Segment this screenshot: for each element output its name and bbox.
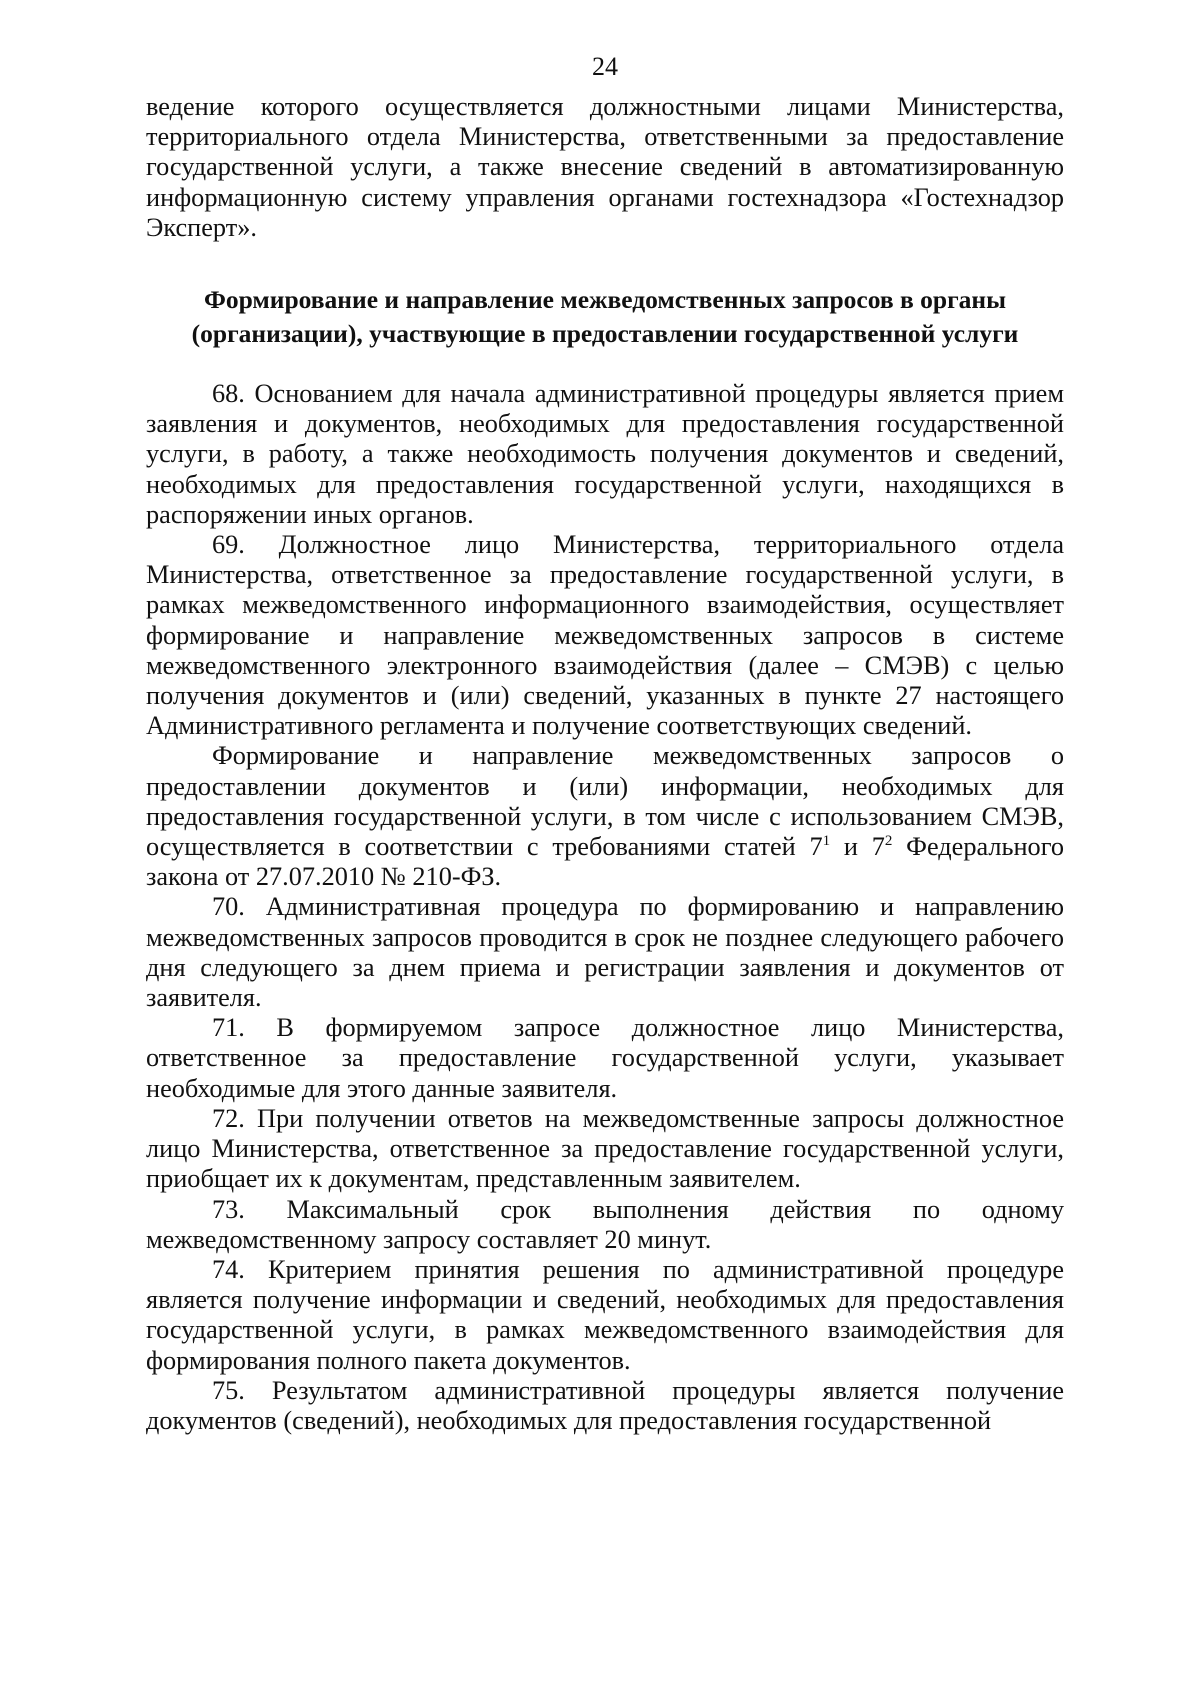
paragraph-69: 69. Должностное лицо Министерства, территориального отдела Министерства, ответственное за предоставление государственной услуги, в рамках межведомственного информационного взаимодействия, осуществляет формирование и направление межведомственных запросов в системе межведомственного электронного взаимодействия (далее – СМЭВ) с целью получения документов и (или) сведений, указанных в пункте 27 настоящего Административного регламента и получение соответствующих сведений. bbox=[146, 530, 1064, 741]
paragraph-69-continued-text: Формирование и направление межведомственных запросов о предоставлении документов и (или) информации, необходимых для предоставления государственной услуги, в том числе с использованием СМЭВ, осуществляется в соответствии с требованиями статей 7 bbox=[146, 741, 1064, 862]
paragraph-73: 73. Максимальный срок выполнения действия по одному межведомственному запросу составляет 20 минут. bbox=[146, 1194, 1064, 1254]
paragraph-68: 68. Основанием для начала административной процедуры является прием заявления и документов, необходимых для предоставления государственной услуги, в работу, а также необходимость получения документов и сведений, необходимых для предоставления государственной услуги, находящихся в распоряжении иных органов. bbox=[146, 379, 1064, 529]
superscript-2: 2 bbox=[884, 833, 893, 850]
paragraph-69-continued-end: Федерального закона от 27.07.2010 № 210-ФЗ. bbox=[146, 832, 1064, 892]
paragraph-72: 72. При получении ответов на межведомственные запросы должностное лицо Министерства, ответственное за предоставление государственной услуги, приобщает их к документам, представленным заявителем. bbox=[146, 1103, 1064, 1194]
section-heading-line-2: (организации), участвующие в предоставлении государственной услуги bbox=[191, 319, 1019, 349]
paragraph-69-continued-mid: и 7 bbox=[830, 832, 885, 862]
section-heading bbox=[146, 283, 1064, 351]
paragraph-69-continued bbox=[146, 741, 1064, 892]
paragraph-74: 74. Критерием принятия решения по административной процедуре является получение информации и сведений, необходимых для предоставления государственной услуги, в рамках межведомственного взаимодействия для формирования полного пакета документов. bbox=[146, 1254, 1064, 1375]
paragraph-70: 70. Административная процедура по формированию и направлению межведомственных запросов проводится в срок не позднее следующего рабочего дня следующего за днем приема и регистрации заявления и документов от заявителя. bbox=[146, 892, 1064, 1013]
section-heading-line-1: Формирование и направление межведомственных запросов в органы bbox=[203, 285, 1007, 315]
continuation-paragraph: ведение которого осуществляется должностными лицами Министерства, территориального отдела Министерства, ответственными за предоставление государственной услуги, а также внесение сведений в автоматизированную информационную систему управления органами гостехнадзора «Гостехнадзор Эксперт». bbox=[146, 92, 1064, 242]
paragraph-71: 71. В формируемом запросе должностное лицо Министерства, ответственное за предоставление государственной услуги, указывает необходимые для этого данные заявителя. bbox=[146, 1013, 1064, 1103]
paragraph-75: 75. Результатом административной процедуры является получение документов (сведений), необходимых для предоставления государственной bbox=[146, 1375, 1064, 1435]
page-number: 24 bbox=[592, 52, 618, 81]
superscript-1: 1 bbox=[822, 833, 831, 850]
document-page bbox=[146, 52, 1064, 1436]
